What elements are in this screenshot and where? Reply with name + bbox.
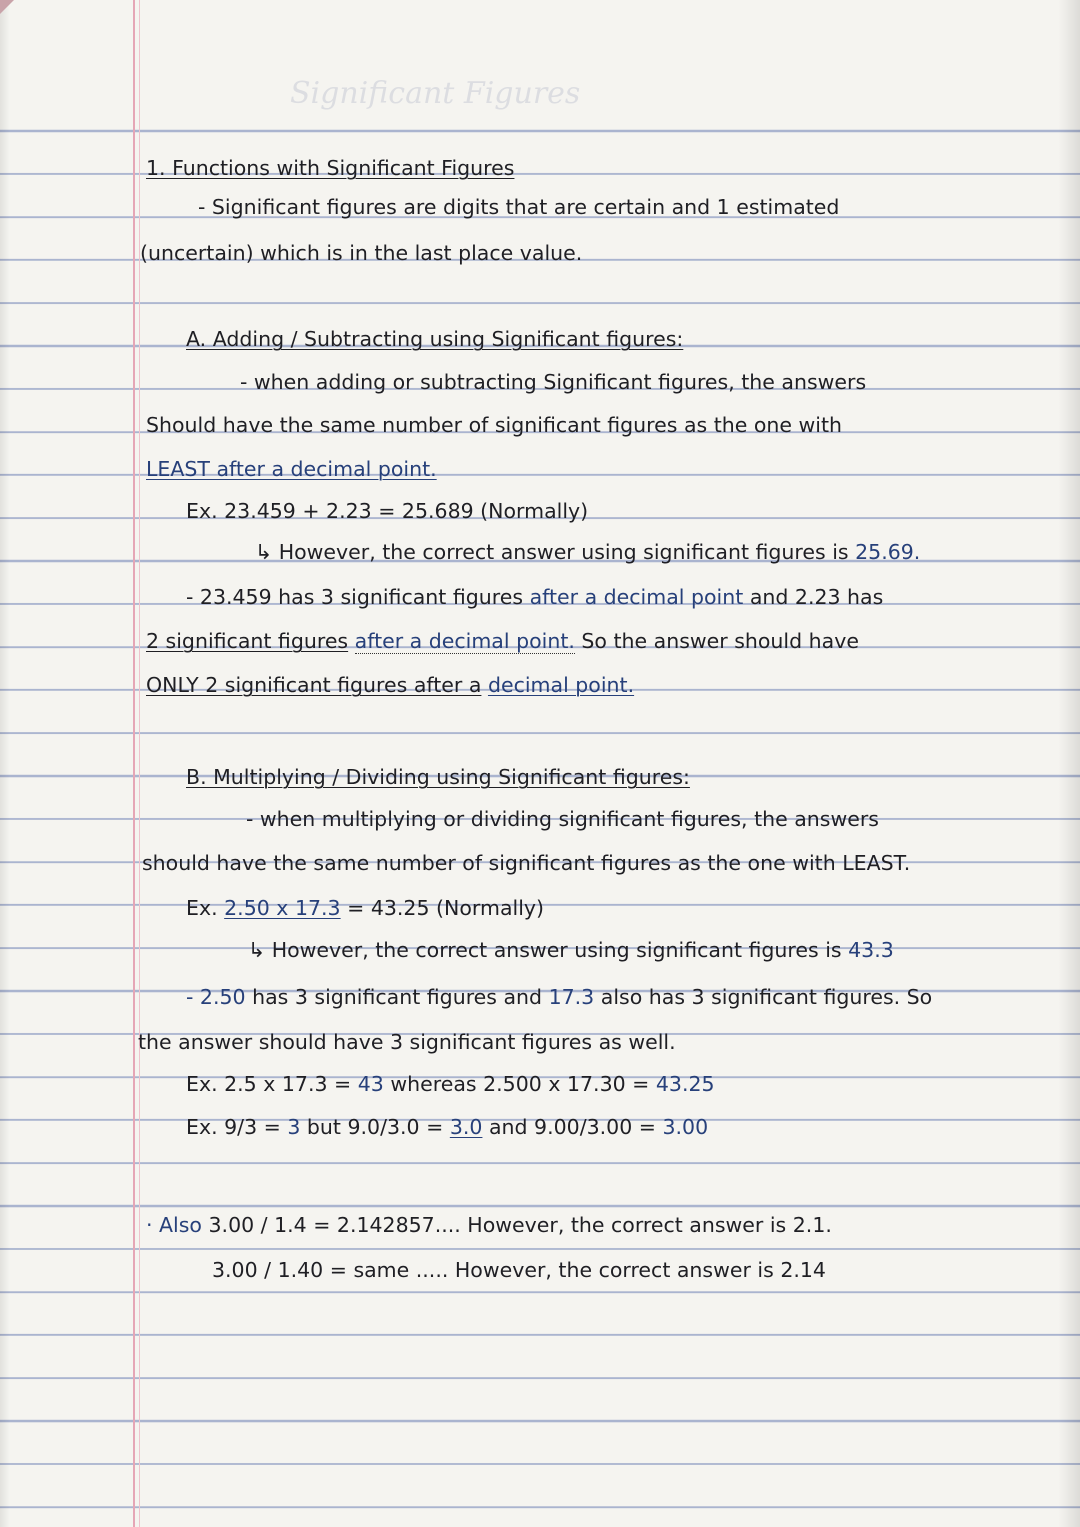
example-a-result: = 25.689 (Normally) xyxy=(378,499,589,523)
section-a-explain-1 xyxy=(186,584,883,610)
section-a-rule-3-text: LEAST after a decimal point. xyxy=(146,457,437,481)
ex2-a: Ex. 2.5 x 17.3 = xyxy=(186,1072,352,1096)
ex3-d: 3.0 xyxy=(449,1115,483,1139)
margin-line-secondary xyxy=(139,0,140,1527)
ex3-c: but 9.0/3.0 = xyxy=(306,1115,444,1139)
section-a-example xyxy=(186,498,588,524)
example-b-prefix: Ex. xyxy=(186,896,218,920)
explain-a-1b: after a decimal point xyxy=(529,585,744,609)
example-b-result: = 43.25 (Normally) xyxy=(347,896,545,920)
however-b-text: ↳ However, the correct answer using significant figures is xyxy=(248,938,842,962)
explain-b-1d: also has 3 significant figures. So xyxy=(600,985,933,1009)
however-b-value: 43.3 xyxy=(848,938,894,962)
explain-a-2a: 2 significant figures xyxy=(146,629,349,653)
explain-a-1a: - 23.459 has 3 significant figures xyxy=(186,585,524,609)
ex2-d: 43.25 xyxy=(655,1072,715,1096)
ex3-b: 3 xyxy=(287,1115,301,1139)
section-b-title xyxy=(186,764,690,790)
however-a-text: ↳ However, the correct answer using significant figures is xyxy=(255,540,849,564)
section-b-example-2 xyxy=(186,1071,715,1097)
section-b-explain-1 xyxy=(186,984,932,1010)
also-line-1 xyxy=(146,1212,832,1238)
section-a-however xyxy=(255,539,920,565)
margin-line xyxy=(133,0,135,1527)
explain-a-3a: ONLY 2 significant figures after a xyxy=(146,673,482,697)
explain-b-1b: has 3 significant figures and xyxy=(252,985,543,1009)
however-a-value: 25.69. xyxy=(855,540,921,564)
section-b-rule-1: - when multiplying or dividing significant figures, the answers xyxy=(246,807,879,831)
example-a-expression: Ex. 23.459 + 2.23 xyxy=(186,499,372,523)
explain-a-1c: and 2.23 has xyxy=(749,585,884,609)
explain-a-2b: after a decimal point. xyxy=(354,629,575,653)
ex2-b: 43 xyxy=(357,1072,384,1096)
explain-b-1a: - 2.50 xyxy=(186,985,246,1009)
section-b-title-text: B. Multiplying / Dividing using Significant figures: xyxy=(186,765,690,789)
section-a-rule-2: Should have the same number of significant figures as the one with xyxy=(146,413,843,437)
page-heading xyxy=(146,155,514,181)
heading-text: 1. Functions with Significant Figures xyxy=(146,156,515,180)
intro-line-1: - Significant figures are digits that are certain and 1 estimated xyxy=(198,195,840,219)
section-a-rule-1: - when adding or subtracting Significant figures, the answers xyxy=(240,370,867,394)
section-b-explain-2: the answer should have 3 significant figures as well. xyxy=(138,1030,676,1054)
section-b-example xyxy=(186,895,544,921)
explain-a-2c: So the answer should have xyxy=(581,629,859,653)
also-line-2: 3.00 / 1.40 = same ..... However, the correct answer is 2.14 xyxy=(212,1258,826,1282)
intro-line-2: (uncertain) which is in the last place value. xyxy=(140,241,583,265)
bleed-through-title: Significant Figures xyxy=(290,76,581,111)
ex3-f: 3.00 xyxy=(662,1115,709,1139)
section-a-title xyxy=(186,326,683,352)
section-a-rule-3 xyxy=(146,456,437,482)
page-edge-shadow xyxy=(0,0,10,1527)
also-label: · Also xyxy=(146,1213,202,1237)
section-b-example-3 xyxy=(186,1114,708,1140)
page-fold-shadow xyxy=(1058,0,1080,1527)
section-a-explain-2 xyxy=(146,628,859,654)
ex3-a: Ex. 9/3 = xyxy=(186,1115,281,1139)
also-line-1-text: 3.00 / 1.4 = 2.142857.... However, the correct answer is 2.1. xyxy=(208,1213,832,1237)
explain-b-1c: 17.3 xyxy=(548,985,595,1009)
section-a-explain-3 xyxy=(146,672,634,698)
explain-a-3b: decimal point. xyxy=(487,673,635,697)
ex3-e: and 9.00/3.00 = xyxy=(488,1115,656,1139)
example-b-expression: 2.50 x 17.3 xyxy=(224,896,341,920)
section-b-rule-2: should have the same number of significant figures as the one with LEAST. xyxy=(142,851,911,875)
page-corner xyxy=(0,0,14,14)
section-b-however xyxy=(248,937,894,963)
section-a-title-text: A. Adding / Subtracting using Significant figures: xyxy=(186,327,684,351)
ex2-c: whereas 2.500 x 17.30 = xyxy=(390,1072,650,1096)
